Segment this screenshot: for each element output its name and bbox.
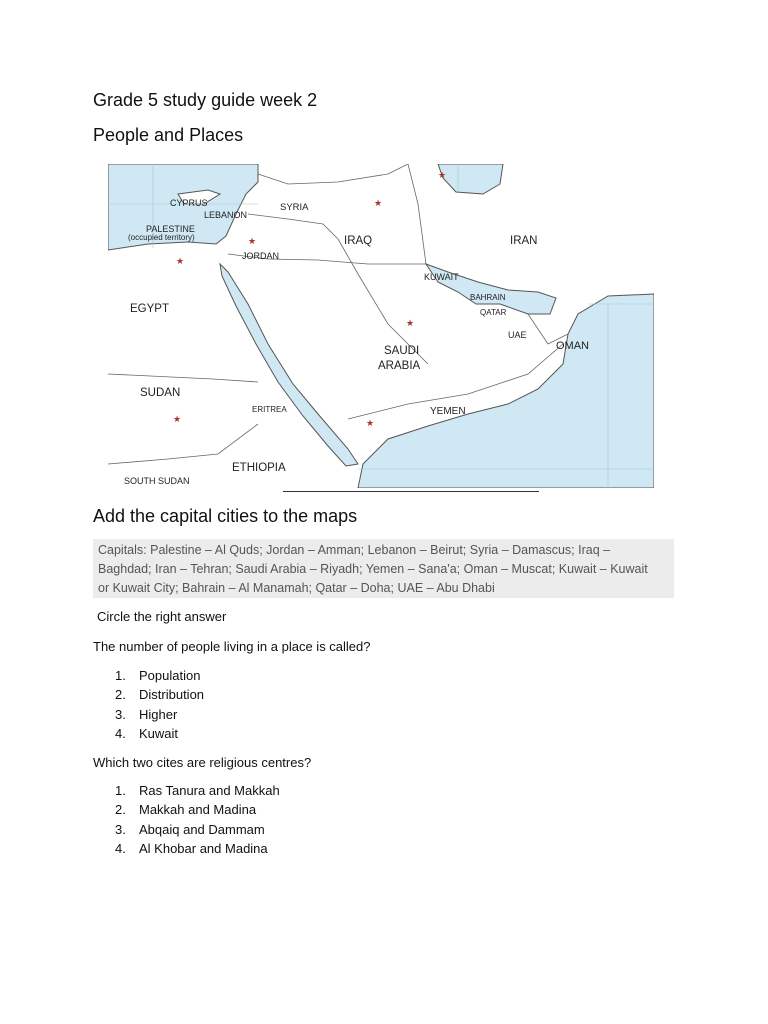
- label-oman: OMAN: [556, 340, 589, 352]
- label-sudan: SUDAN: [140, 387, 181, 399]
- capitals-box: [93, 539, 674, 598]
- map-underline: [283, 491, 539, 492]
- quiz-instruction: Circle the right answer: [97, 609, 227, 624]
- svg-text:★: ★: [374, 198, 383, 208]
- svg-text:★: ★: [173, 414, 182, 424]
- label-kuwait: KUWAIT: [424, 272, 459, 282]
- label-iraq: IRAQ: [344, 235, 373, 247]
- option: 1. Population: [115, 668, 201, 683]
- svg-text:★: ★: [406, 318, 415, 328]
- label-south-sudan: SOUTH SUDAN: [124, 476, 190, 486]
- question-1-options: [115, 666, 204, 743]
- question-2: Which two cites are religious centres?: [93, 755, 312, 770]
- middle-east-map: [108, 164, 654, 488]
- label-cyprus: CYPRUS: [170, 198, 208, 208]
- label-qatar: QATAR: [480, 308, 507, 317]
- option: 2. Distribution: [115, 687, 205, 703]
- page-title: Grade 5 study guide week 2: [93, 90, 318, 110]
- option: 4. Al Khobar and Madina: [115, 840, 268, 856]
- label-syria: SYRIA: [280, 202, 309, 213]
- label-egypt: EGYPT: [130, 303, 169, 315]
- option: 4. Kuwait: [115, 725, 179, 741]
- section-heading: Add the capital cities to the maps: [93, 506, 358, 526]
- label-saudi-1: SAUDI: [384, 345, 420, 357]
- question-1: The number of people living in a place is called?: [93, 639, 371, 654]
- option: 3. Abqaiq and Dammam: [115, 821, 265, 837]
- question-2-options: [115, 781, 280, 858]
- label-lebanon: LEBANON: [204, 210, 248, 220]
- page-subtitle: People and Places: [93, 125, 244, 145]
- label-yemen: YEMEN: [430, 406, 466, 417]
- svg-text:★: ★: [176, 256, 185, 266]
- svg-text:★: ★: [438, 170, 447, 180]
- option: 2. Makkah and Madina: [115, 802, 257, 818]
- label-jordan: JORDAN: [242, 251, 280, 261]
- svg-text:★: ★: [248, 236, 257, 246]
- label-palestine-note: (occupied territory): [128, 233, 195, 242]
- option: 1. Ras Tanura and Makkah: [115, 783, 280, 798]
- label-palestine: PALESTINE: [146, 224, 195, 234]
- svg-text:★: ★: [366, 418, 375, 428]
- label-ethiopia: ETHIOPIA: [232, 462, 286, 474]
- label-bahrain: BAHRAIN: [470, 293, 506, 302]
- capitals-line-3: or Kuwait City; Bahrain – Al Manamah; Qatar – Doha; UAE – Abu Dhabi: [98, 581, 495, 595]
- label-uae: UAE: [508, 330, 527, 340]
- option: 3. Higher: [115, 706, 178, 722]
- label-eritrea: ERITREA: [252, 405, 287, 414]
- capitals-line-1: Capitals: Palestine – Al Quds; Jordan – Amman; Lebanon – Beirut; Syria – Damascus; Iraq –: [98, 543, 611, 557]
- label-iran: IRAN: [510, 235, 538, 247]
- label-saudi-2: ARABIA: [378, 360, 421, 372]
- capitals-line-2: Baghdad; Iran – Tehran; Saudi Arabia – Riyadh; Yemen – Sana'a; Oman – Muscat; Kuwait – Kuwait: [98, 562, 648, 576]
